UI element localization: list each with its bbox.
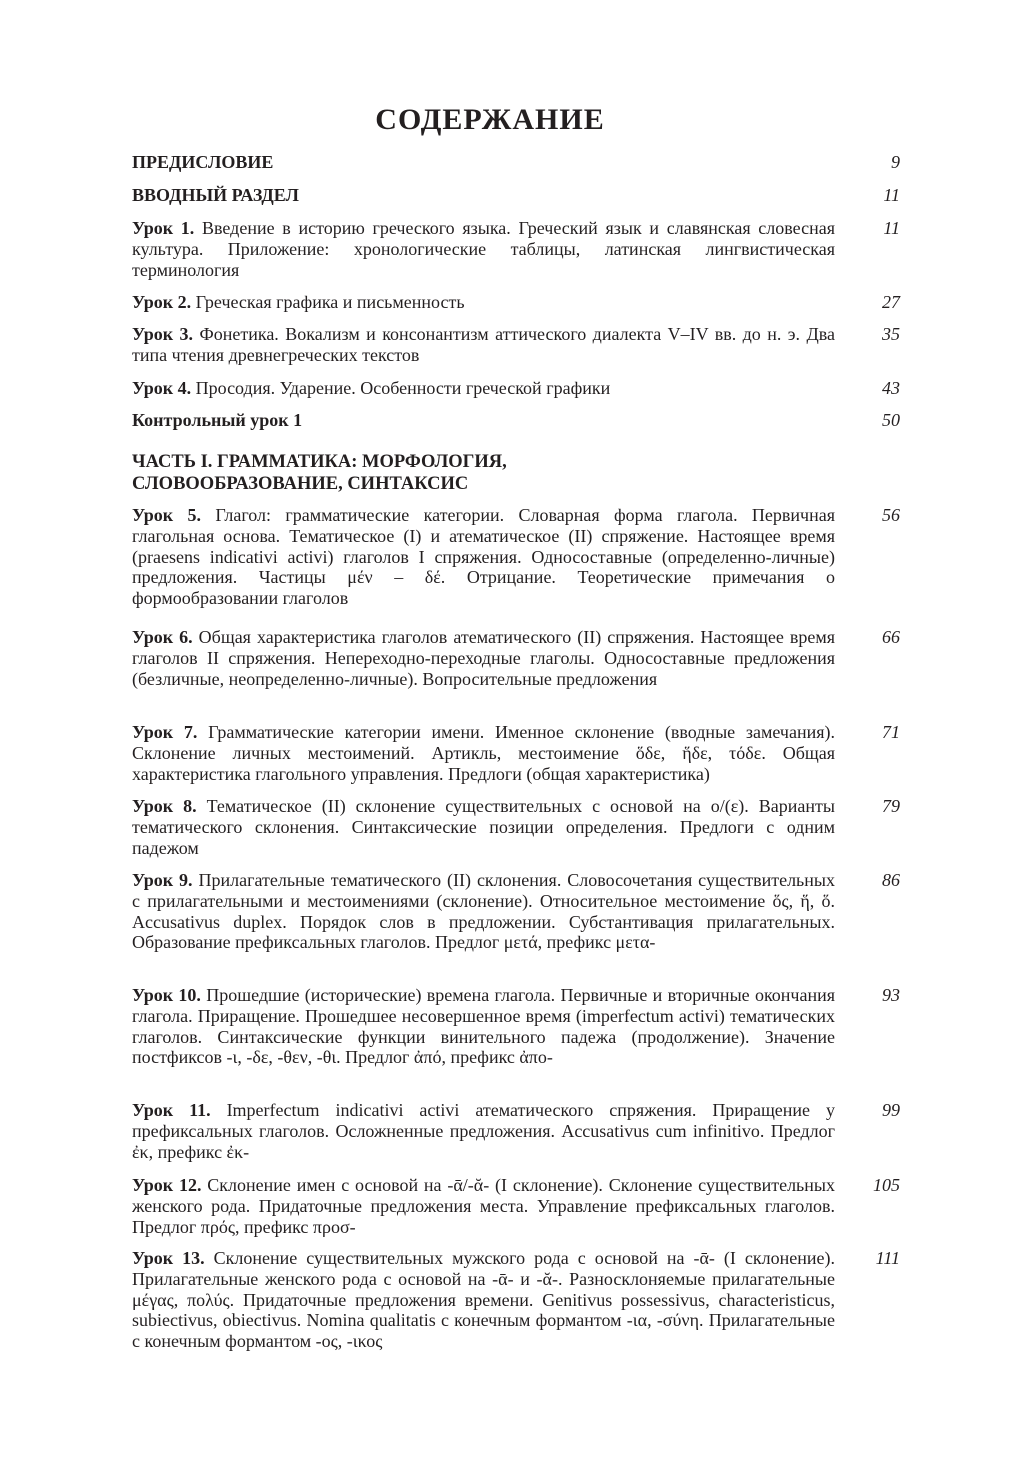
toc-page-number: 99 [882, 1100, 900, 1120]
lesson-label: Урок 4. [132, 378, 192, 398]
toc-entry-text [132, 324, 835, 366]
toc-page-number: 35 [882, 324, 900, 344]
toc-entry-text [132, 505, 835, 609]
toc-entry-lesson-12 [132, 1175, 900, 1237]
toc-entry-text [132, 292, 835, 313]
toc-entry-text [132, 1175, 835, 1237]
toc-entry-text [132, 378, 835, 399]
lesson-label: Урок 9. [132, 870, 193, 890]
toc-page-number: 79 [882, 796, 900, 816]
part-heading-line: СЛОВООБРАЗОВАНИЕ, СИНТАКСИС [132, 473, 469, 494]
toc-entry-control-lesson [132, 410, 900, 431]
toc-entry-text [132, 627, 835, 689]
toc-entry-lesson-10 [132, 985, 900, 1068]
toc-entry-label: ПРЕДИСЛОВИЕ [132, 152, 274, 172]
lesson-description: Склонение имен с основой на -ᾱ/-ᾰ- (I склонение). Склонение существительных женского рода. Придаточные предложения места. Управление префиксальных глаголов. Предлог πρός, префикс προσ- [132, 1175, 835, 1237]
toc-page-number: 9 [891, 152, 900, 172]
toc-page-number: 111 [875, 1248, 900, 1268]
toc-page-number: 27 [882, 292, 900, 312]
toc-page-number: 11 [883, 218, 900, 238]
lesson-description: Прилагательные тематического (II) склонения. Словосочетания существительных с прилагательными и местоимениями (склонение). Относительное местоимение ὅς, ἥ, ὅ. Accusativus duplex. Порядок слов в предложении. Субстантивация прилагательных. Образование префиксальных глаголов. Предлог μετά, префикс μετα- [132, 870, 835, 953]
lesson-description: Фонетика. Вокализм и консонантизм аттического диалекта V–IV вв. до н. э. Два типа чтения древнегреческих текстов [132, 324, 836, 365]
toc-entry-lesson-9 [132, 870, 900, 953]
toc-entry-lesson-4 [132, 378, 900, 399]
part-heading-line: ЧАСТЬ I. ГРАММАТИКА: МОРФОЛОГИЯ, [132, 452, 507, 472]
lesson-label: Урок 13. [132, 1248, 205, 1268]
toc-entry-lesson-8 [132, 796, 900, 858]
lesson-description: Введение в историю греческого языка. Греческий язык и славянская словесная культура. Приложение: хронологические таблицы, латинская лингвистическая терминология [132, 218, 835, 280]
toc-entry-lesson-6 [132, 627, 900, 689]
toc-entry-lesson-13 [132, 1248, 900, 1352]
toc-entry-text [132, 722, 835, 784]
toc-entry-preface [132, 152, 900, 173]
toc-page-number: 71 [882, 722, 900, 742]
toc-entry-lesson-11 [132, 1100, 900, 1162]
toc-entry-lesson-3 [132, 324, 900, 366]
lesson-label: Урок 8. [132, 796, 197, 816]
toc-entry-lesson-5 [132, 505, 900, 609]
toc-entry-lesson-2 [132, 292, 900, 313]
lesson-description: Глагол: грамматические категории. Словарная форма глагола. Первичная глагольная основа. Тематическое (I) и атематическое (II) спряжение. Настоящее время (praesens indicativi activi) глаголов I спряжения. Односоставные (определенно-личные) предложения. Частицы μέν – δέ. Отрицание. Теоретические примечания о формообразовании глаголов [132, 505, 835, 609]
toc-page-number: 93 [882, 985, 900, 1005]
toc-entry-lesson-7 [132, 722, 900, 784]
toc-page-number: 105 [873, 1175, 900, 1195]
lesson-label: Урок 2. [132, 292, 192, 312]
toc-entry-text [132, 1248, 835, 1352]
page-title: СОДЕРЖАНИЕ [375, 103, 605, 136]
lesson-label: Урок 5. [132, 505, 201, 525]
toc-page-number: 11 [883, 185, 900, 205]
lesson-label: Урок 12. [132, 1175, 202, 1195]
toc-page-number: 66 [882, 627, 900, 647]
toc-entry-intro-section [132, 185, 900, 206]
lesson-description: Просодия. Ударение. Особенности греческой графики [195, 378, 611, 398]
part-heading [132, 452, 835, 495]
toc-entry-text [132, 796, 835, 858]
lesson-label: Урок 10. [132, 985, 201, 1005]
lesson-label: Урок 11. [132, 1100, 211, 1120]
toc-page-number: 56 [882, 505, 900, 525]
toc-entry-text [132, 870, 835, 953]
lesson-label: Урок 7. [132, 722, 198, 742]
toc-entry-lesson-1 [132, 218, 900, 280]
toc-page-number: 43 [882, 378, 900, 398]
toc-entry-text [132, 985, 835, 1068]
lesson-description: Тематическое (II) склонение существительных с основой на ο/(ε). Варианты тематического склонения. Синтаксические позиции определения. Предлоги с одним падежом [132, 796, 835, 858]
lesson-description: Греческая графика и письменность [195, 292, 465, 312]
lesson-description: Общая характеристика глаголов атематического (II) спряжения. Настоящее время глаголов II спряжения. Непереходно-переходные глаголы. Односоставные предложения (безличные, неопределенно-личные). Вопросительные предложения [132, 627, 835, 689]
toc-page-number: 86 [882, 870, 900, 890]
lesson-label: Урок 1. [132, 218, 195, 238]
lesson-label: Урок 3. [132, 324, 194, 344]
toc-entry-label: Контрольный урок 1 [132, 410, 303, 430]
lesson-description: Грамматические категории имени. Именное склонение (вводные замечания). Склонение личных местоимений. Артикль, местоимение ὅδε, ἥδε, τόδε. Общая характеристика глагольного управления. Предлоги (общая характеристика) [132, 722, 836, 784]
lesson-label: Урок 6. [132, 627, 193, 647]
toc-page-number: 50 [882, 410, 900, 430]
lesson-description: Прошедшие (исторические) времена глагола. Первичные и вторичные окончания глагола. Приращение. Прошедшее несовершенное время (imperfectum activi) тематических глаголов. Синтаксические функции винительного падежа (продолжение). Значение постфиксов -ι, -δε, -θεν, -θι. Предлог ἀπό, префикс ἀπο- [132, 985, 835, 1068]
toc-entry-label: ВВОДНЫЙ РАЗДЕЛ [132, 185, 299, 205]
toc-entry-text [132, 218, 835, 280]
lesson-description: Склонение существительных мужского рода с основой на -ᾱ- (I склонение). Прилагательные женского рода с основой на -ᾱ- и -ᾰ-. Разносклоняемые прилагательные μέγας, πολύς. Придаточные предложения времени. Genitivus possessivus, characteristicus, subiectivus, obiectivus. Nomina qualitatis с конечным формантом -ια, -σύνη. Прилагательные с конечным формантом -ος, -ικος [132, 1248, 836, 1352]
lesson-description: Imperfectum indicativi activi атематического спряжения. Приращение у префиксальных глаголов. Осложненные предложения. Accusativus cum infinitivo. Предлог ἐκ, префикс ἐκ- [132, 1100, 836, 1162]
toc-entry-text [132, 1100, 835, 1162]
